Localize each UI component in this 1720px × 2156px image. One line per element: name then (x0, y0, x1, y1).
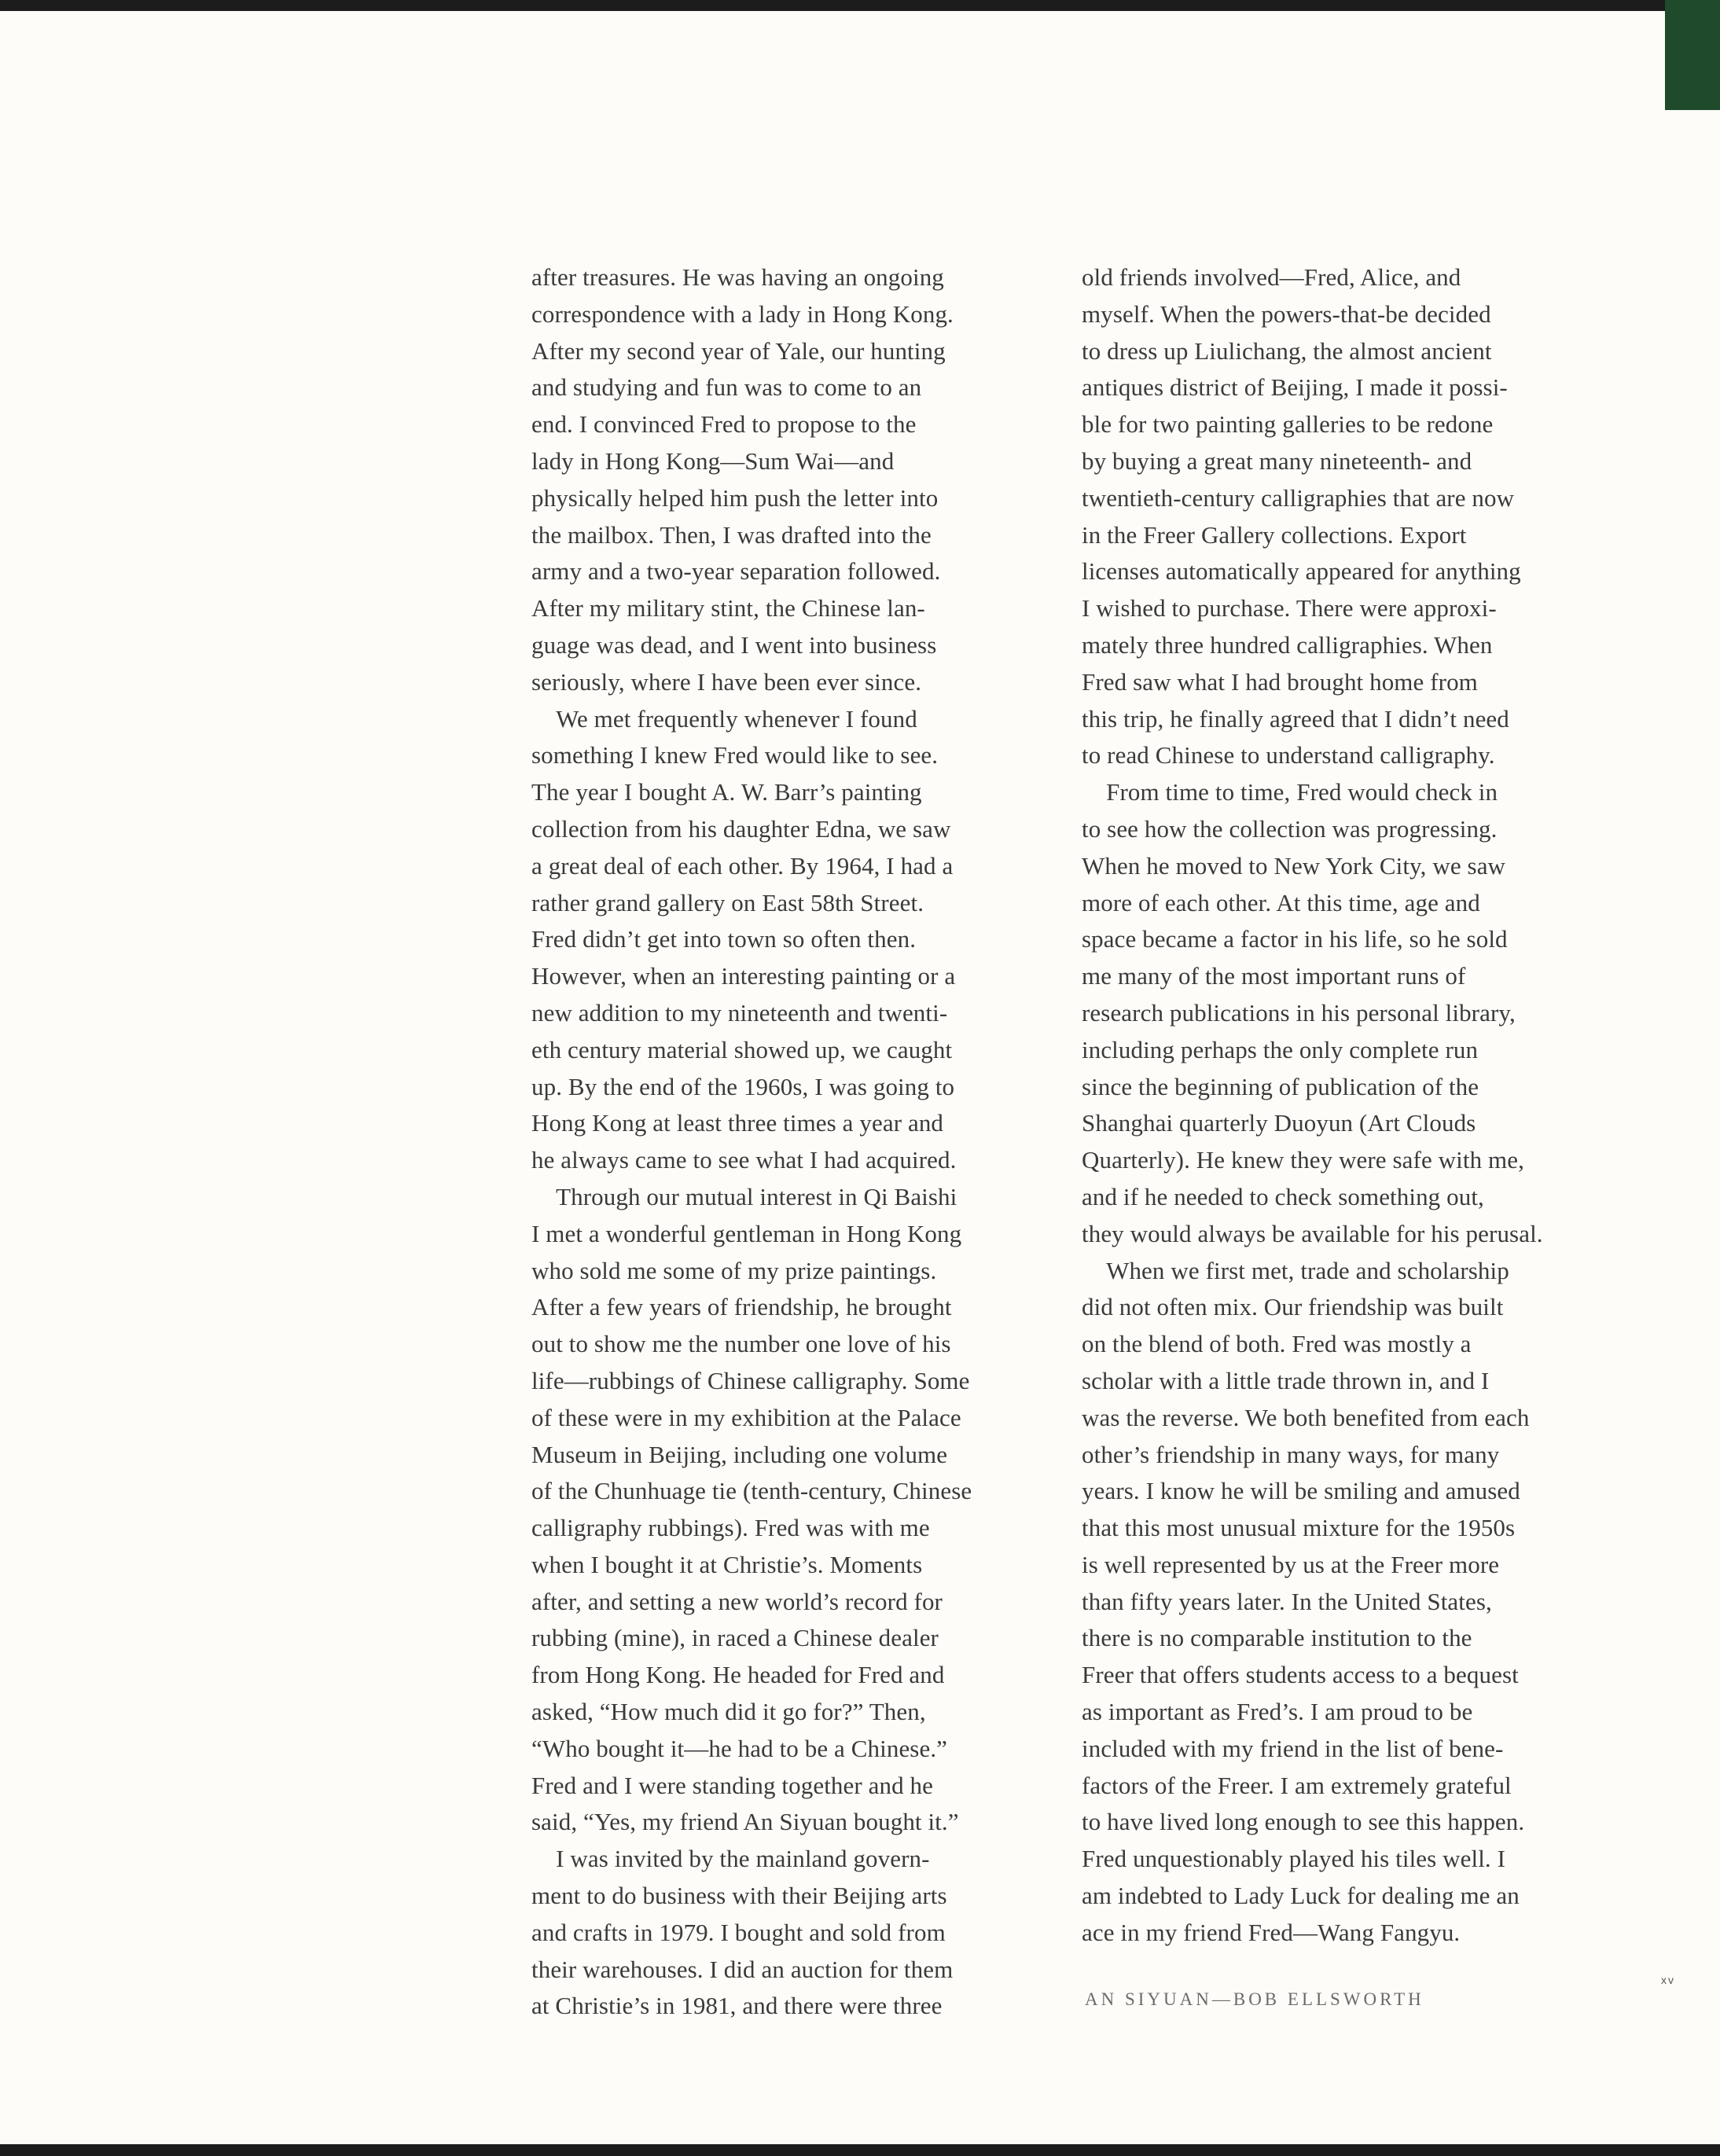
right-column (1082, 259, 1585, 1952)
paragraph: When we first met, trade and scholarship did not often mix. Our friendship was built on the blend of both. Fred was mostly a scholar with a little trade thrown in, and I was the reverse. We both benefited from each other’s friendship in many ways, for many years. I know he will be smiling and amused that this most unusual mixture for the 1950s is well represented by us at the Freer more than fifty years later. In the United States, there is no comparable institution to the Freer that offers students access to a bequest as important as Fred’s. I am proud to be included with my friend in the list of bene- factors of the Freer. I am extremely grateful to have lived long enough to see this happen. Fred unquestionably played his tiles well. I am indebted to Lady Luck for dealing me an ace in my friend Fred—Wang Fangyu. (1082, 1256, 1530, 1946)
paragraph: after treasures. He was having an ongoing correspondence with a lady in Hong Kong. After my second year of Yale, our hunting and studying and fun was to come to an end. I convinced Fred to propose to the lady in Hong Kong—Sum Wai—and physically helped him push the letter into the mailbox. Then, I was drafted into the army and a two-year separation followed. After my military stint, the Chinese lan- guage was dead, and I went into business seriously, where I have been ever since. (531, 263, 954, 696)
page-edge-accent (1665, 0, 1720, 110)
page-edge-top (0, 0, 1720, 11)
paragraph: Through our mutual interest in Qi Baishi I met a wonderful gentleman in Hong Kong who sold me some of my prize paintings. After a few years of friendship, he brought out to show me the number one love of his life—rubbings of Chinese calligraphy. Some of these were in my exhibition at the Palace Museum in Beijing, including one volume of the Chunhuage tie (tenth-century, Chinese calligraphy rubbings). Fred was with me when I bought it at Christie’s. Moments after, and setting a new world’s record for rubbing (mine), in raced a Chinese dealer from Hong Kong. He headed for Fred and asked, “How much did it go for?” Then, “Who bought it—he had to be a Chinese.” Fred and I were standing together and he said, “Yes, my friend An Siyuan bought it.” (531, 1182, 972, 1836)
page-number: xv (1661, 1974, 1675, 1986)
page-edge-bottom (0, 2144, 1720, 2156)
paragraph: I was invited by the mainland govern- ment to do business with their Beijing arts and crafts in 1979. I bought and sold from their warehouses. I did an auction for them at Christie’s in 1981, and there were three (531, 1845, 954, 2020)
author-signature: AN SIYUAN—BOB ELLSWORTH (1085, 1989, 1424, 2009)
paragraph: old friends involved—Fred, Alice, and myself. When the powers-that-be decided to dress up Liulichang, the almost ancient antiques district of Beijing, I made it possi- ble for two painting galleries to be redone by buying a great many nineteenth- and twentieth-century calligraphies that are now in the Freer Gallery collections. Export licenses automatically appeared for anything I wished to purchase. There were approxi- mately three hundred calligraphies. When Fred saw what I had brought home from this trip, he finally agreed that I didn’t need to read Chinese to understand calligraphy. (1082, 263, 1521, 769)
paragraph: We met frequently whenever I found something I knew Fred would like to see. The year I bought A. W. Barr’s painting collection from his daughter Edna, we saw a great deal of each other. By 1964, I had a rather grand gallery on East 58th Street. Fred didn’t get into town so often then. However, when an interesting painting or a new addition to my nineteenth and twenti- eth century material showed up, we caught up. By the end of the 1960s, I was going to Hong Kong at least three times a year and he always came to see what I had acquired. (531, 704, 957, 1174)
left-column (531, 259, 1035, 2025)
paragraph: From time to time, Fred would check in to see how the collection was progressing. When he moved to New York City, we saw more of each other. At this time, age and space became a factor in his life, so he sold me many of the most important runs of research publications in his personal library, including perhaps the only complete run since the beginning of publication of the Shanghai quarterly Duoyun (Art Clouds Quarterly). He knew they were safe with me, and if he needed to check something out, they would always be available for his perusal. (1082, 778, 1543, 1247)
